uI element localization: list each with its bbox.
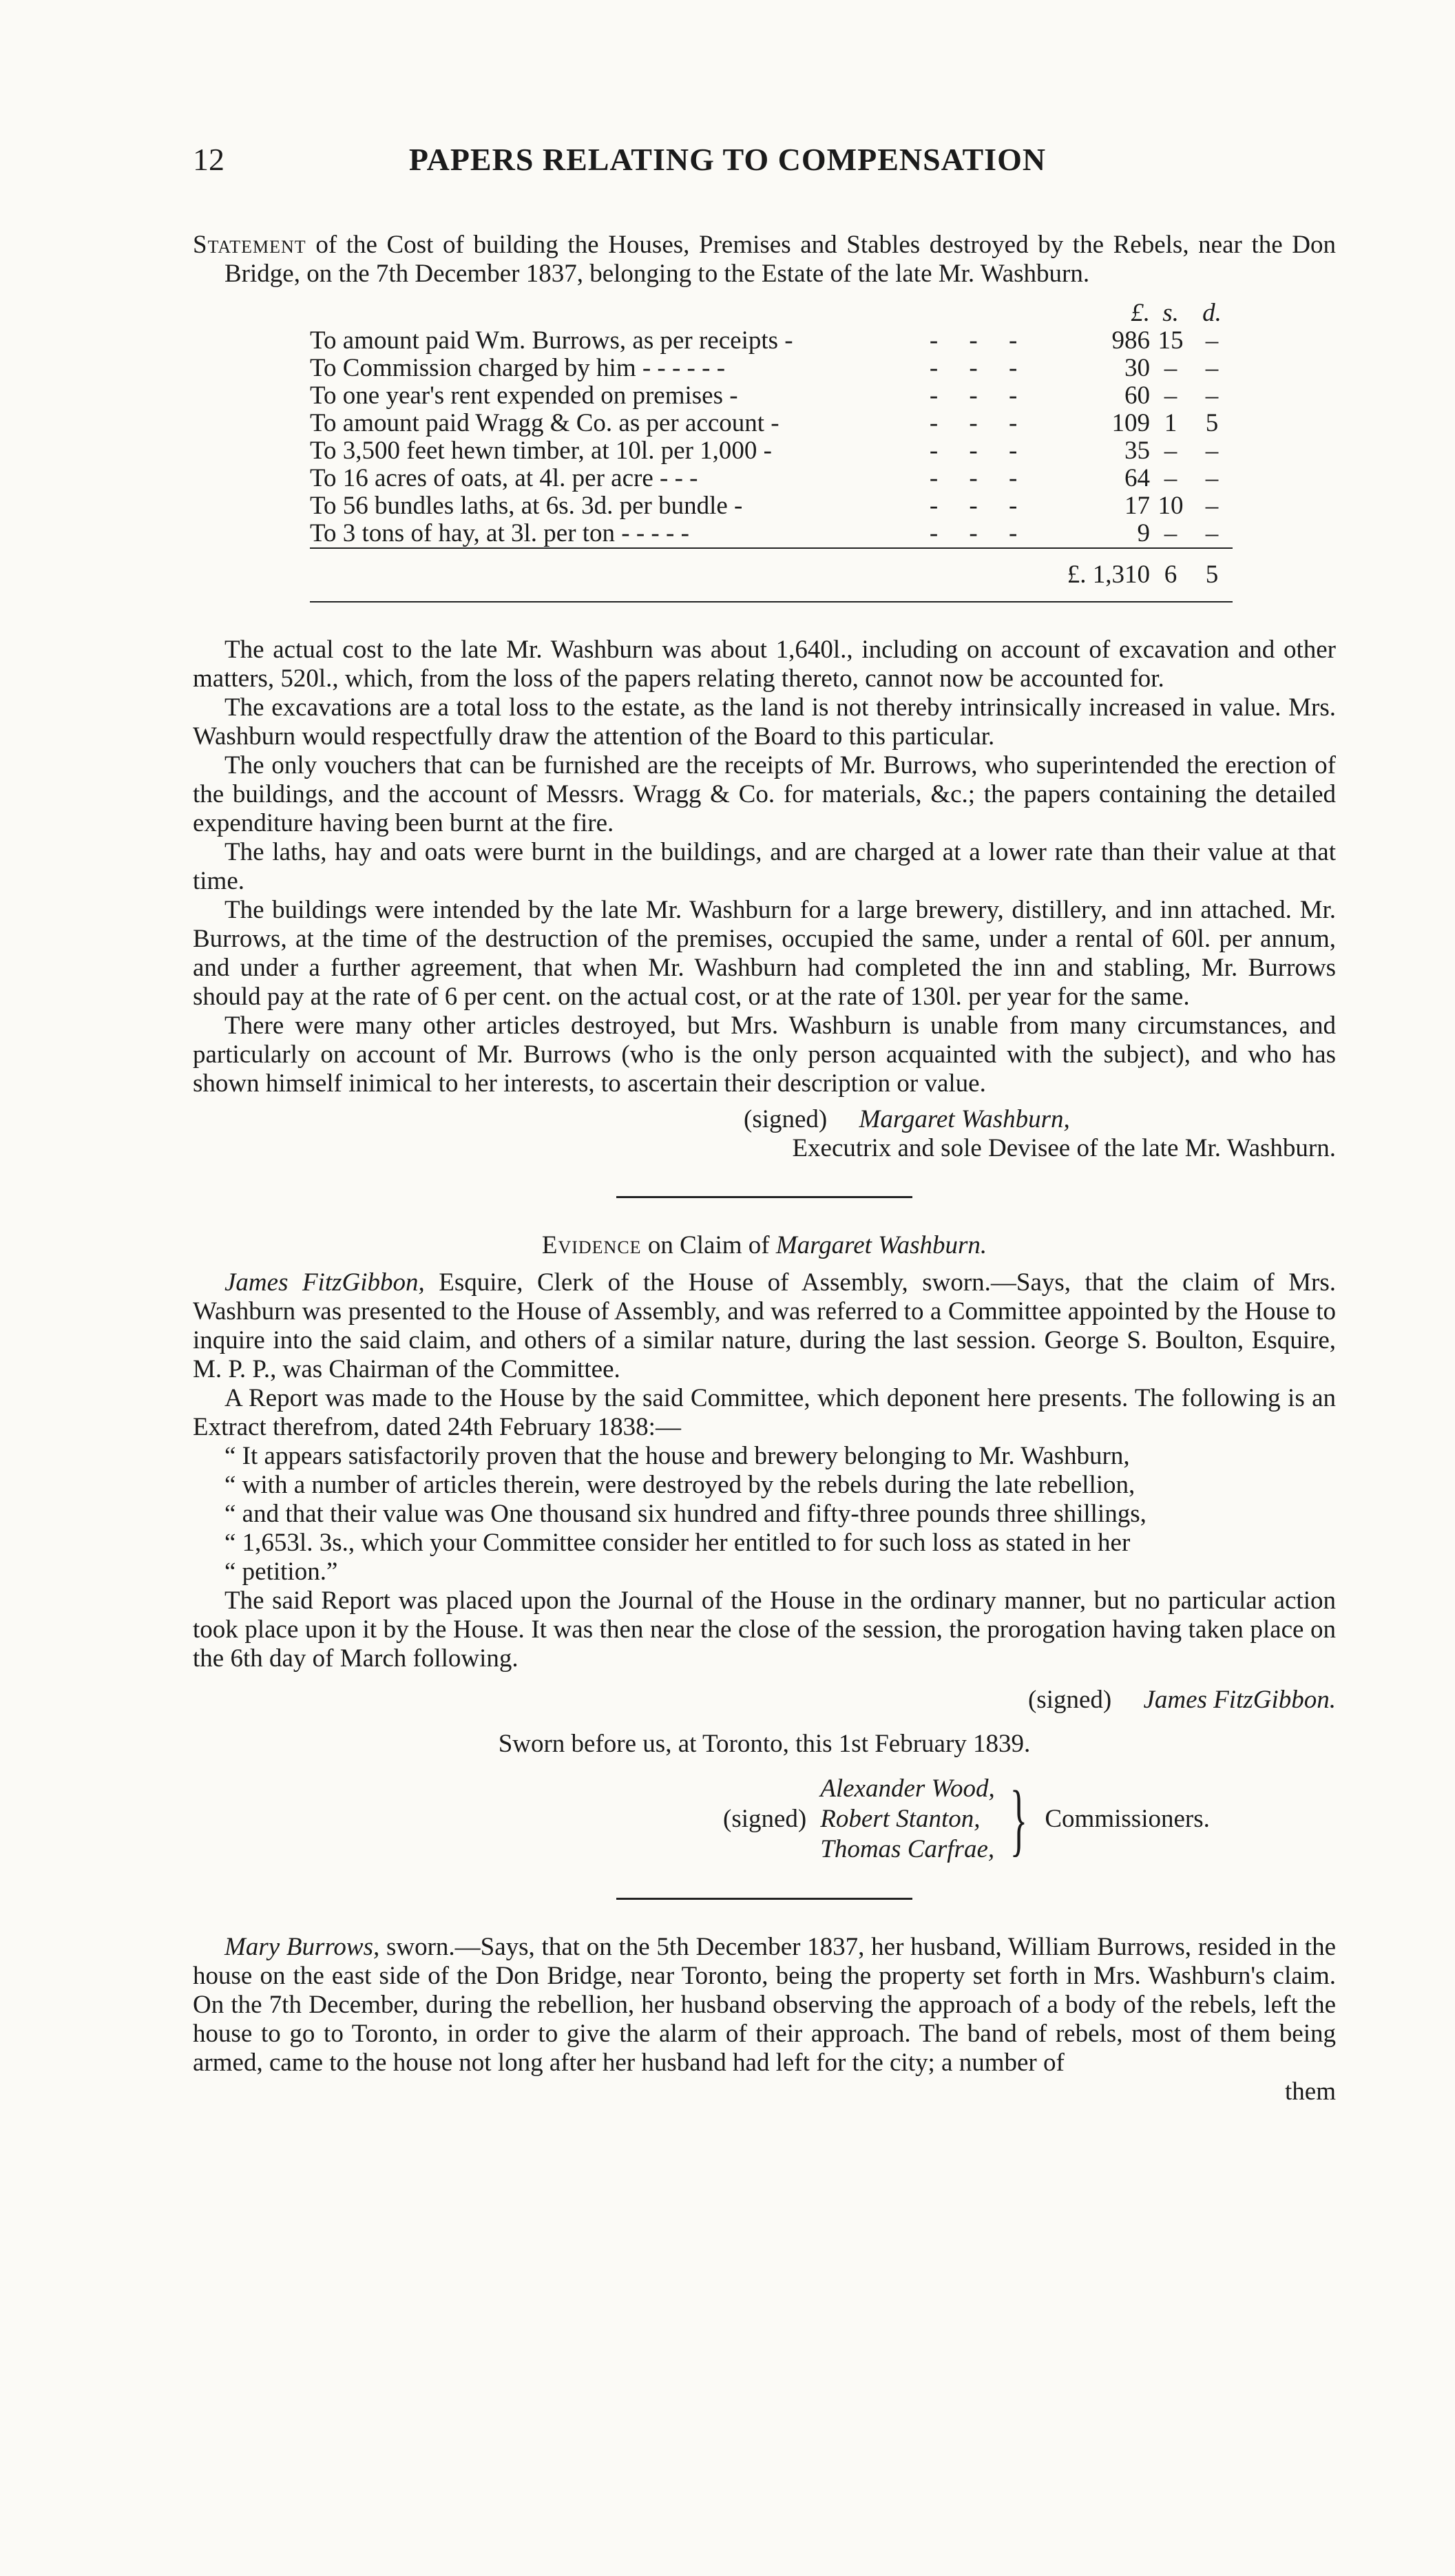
cost-row: To 16 acres of oats, at 4l. per acre - - - - - - 64 – – [310,464,1219,492]
total-pounds: £. 1,310 [1067,548,1150,589]
signatory-name: James FitzGibbon. [1143,1686,1336,1714]
signatory-title: Executrix and sole Devisee of the late Mr. Washburn. [792,1134,1336,1162]
cost-row: To one year's rent expended on premises - - - - 60 – – [310,381,1219,410]
total-pence: 5 [1191,548,1233,589]
col-pounds-label: £. [1131,299,1151,327]
cost-total-row [310,548,1233,589]
cost-table-header [310,300,1233,327]
evidence-heading: Evidence on Claim of Margaret Washburn. [541,1231,987,1259]
report-extract: “ It appears satisfactorily proven that the house and brewery belonging to Mr. Washburn, “ with a number of articles therein, were destroyed by the rebels during the late rebellion, “ and that their value was One thousand six hundred and fifty-three pounds three shillings, “ 1,653l. 3s., which your Committee consider her entitled to for such loss as stated in her “ petition.” [224,1442,1147,1586]
cost-row: To 3 tons of hay, at 3l. per ton - - - - - - - - 9 – – [310,519,1219,547]
cost-row: To amount paid Wragg & Co. as per account - - - - 109 1 5 [310,409,1219,437]
section-divider [616,1898,912,1900]
total-shillings: 6 [1150,548,1191,589]
paragraph: The excavations are a total loss to the estate, as the land is not thereby intrinsically increased in value. Mrs. Washburn would respectfully draw the attention of the Board to this particular. [193,693,1336,751]
cost-row: To amount paid Wm. Burrows, as per receipts - - - - 986 15 – [310,326,1219,355]
cost-row: To Commission charged by him - - - - - - - - - 30 – – [310,354,1219,382]
cost-row: To 56 bundles laths, at 6s. 3d. per bundle - - - - 17 10 – [310,492,1219,520]
page-number: 12 [193,142,224,177]
signatory-name: Margaret Washburn, [859,1105,1070,1133]
commissioners-block: (signed) Alexander Wood, Robert Stanton, Thomas Carfrae, } Commissioners. [723,1774,1210,1864]
brace-glyph: } [1009,1774,1027,1864]
paragraph: James FitzGibbon, Esquire, Clerk of the House of Assembly, sworn.—Says, that the claim of Mrs. Washburn was presented to the House of Assembly, and was referred to a Committee appointed by the House to inquire into the said claim, and others of a similar nature, during the last session. George S. Boulton, Esquire, M. P. P., was Chairman of the Committee. [193,1268,1336,1383]
section-divider [616,1196,912,1198]
cost-row: To 3,500 feet hewn timber, at 10l. per 1,000 - - - - 35 – – [310,437,1219,465]
paragraph: Mary Burrows, sworn.—Says, that on the 5th December 1837, her husband, William Burrows, resided in the house on the east side of the Don Bridge, near Toronto, being the property set forth in Mrs. Washburn's claim. On the 7th December, during the rebellion, her husband observing the approach of a body of the rebels, left the house to go to Toronto, in order to give the alarm of their approach. The band of rebels, most of them being armed, came to the house not long after her husband had left for the city; a number of [193,1933,1336,2077]
paragraph: There were many other articles destroyed, but Mrs. Washburn is unable from many circumstances, and particularly on account of Mr. Burrows (who is the only person acquainted with the subject), and who has shown himself inimical to her interests, to ascertain their description or value. [193,1012,1336,1098]
page-header [0,141,1455,189]
commissioner-names: Alexander Wood, Robert Stanton, Thomas Carfrae, [820,1774,995,1863]
col-pence-label: d. [1202,299,1222,327]
paragraph: The actual cost to the late Mr. Washburn was about 1,640l., including on account of excavation and other matters, 520l., which, from the loss of the papers relating thereto, cannot now be accounted for. [193,636,1336,693]
running-title: PAPERS RELATING TO COMPENSATION [408,142,1047,177]
paragraph: The buildings were intended by the late Mr. Washburn for a large brewery, distillery, and inn attached. Mr. Burrows, at the time of the destruction of the premises, occupied the same, under a rental of 60l. per annum, and under a further agreement, that when Mr. Washburn had completed the inn and stabling, Mr. Burrows should pay at the rate of 6 per cent. on the actual cost, or at the rate of 130l. per year for the same. [193,896,1336,1011]
paragraph: A Report was made to the House by the said Committee, which deponent here presents. The following is an Extract therefrom, dated 24th February 1838:— [193,1384,1336,1441]
cost-table [310,300,1233,603]
page-body [193,231,1336,2106]
col-shillings-label: s. [1162,299,1179,327]
sworn-line: Sworn before us, at Toronto, this 1st February 1839. [498,1730,1031,1758]
statement-heading: Statement of the Cost of building the Houses, Premises and Stables destroyed by the Rebels, near the Don Bridge, on the 7th December 1837, belonging to the Estate of the late Mr. Washburn. [193,231,1336,288]
signature-line: (signed) James FitzGibbon. [1027,1686,1336,1714]
paragraph: The only vouchers that can be furnished are the receipts of Mr. Burrows, who superintended the erection of the buildings, and the account of Messrs. Wragg & Co. for materials, &c.; the papers containing the detailed expenditure having been burnt at the fire. [193,751,1336,837]
paragraph: The said Report was placed upon the Journal of the House in the ordinary manner, but no particular action took place upon it by the House. It was then near the close of the session, the prorogation having taken place on the 6th day of March following. [193,1587,1336,1673]
catchword: them [1285,2077,1336,2106]
commissioners-role: Commissioners. [1045,1805,1210,1833]
signature-line: (signed) Margaret Washburn, [744,1105,1070,1133]
paragraph: The laths, hay and oats were burnt in the buildings, and are charged at a lower rate than their value at that time. [193,838,1336,895]
